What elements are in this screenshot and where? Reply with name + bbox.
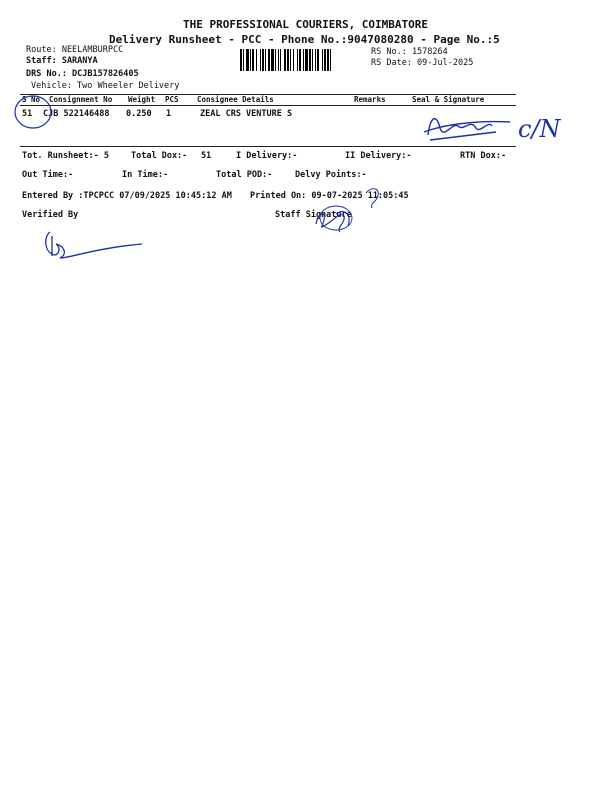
col-consignee: Consignee Details: [197, 95, 274, 104]
verified-by: Verified By: [22, 210, 79, 220]
out-time: Out Time:-: [22, 170, 74, 180]
col-pcs: PCS: [165, 95, 179, 104]
rs-date: RS Date: 09-Jul-2025: [371, 58, 474, 68]
row-consignee: ZEAL CRS VENTURE S: [200, 109, 293, 119]
row-sno: 51: [22, 109, 33, 119]
col-remarks: Remarks: [354, 95, 386, 104]
col-sno: S No: [22, 95, 41, 104]
drs-number: DRS No.: DCJB157826405: [26, 69, 139, 79]
row-weight: 0.250: [126, 109, 152, 119]
barcode: [240, 49, 366, 71]
staff-name: Staff: SARANYA: [26, 56, 98, 66]
ii-delivery: II Delivery:-: [345, 151, 412, 161]
rs-number: RS No.: 1578264: [371, 47, 448, 57]
row-pcs: 1: [166, 109, 172, 119]
total-pod: Total POD:-: [216, 170, 273, 180]
row-consignment: CJB 522146488: [43, 109, 110, 119]
staff-signature-label: Staff Signature: [275, 210, 352, 220]
tot-runsheet: Tot. Runsheet:- 5: [22, 151, 109, 161]
table-bottom-rule: [20, 146, 516, 147]
entered-by: Entered By :TPCPCC 07/09/2025 10:45:12 AM: [22, 191, 232, 201]
vehicle: Vehicle: Two Wheeler Delivery: [31, 81, 180, 91]
printed-on: Printed On: 09-07-2025 11:05:45: [250, 191, 409, 201]
delvy-points: Delvy Points:-: [295, 170, 367, 180]
route: Route: NEELAMBURPCC: [26, 45, 124, 55]
total-dox-label: Total Dox:-: [131, 151, 188, 161]
col-seal: Seal & Signature: [412, 95, 485, 104]
col-consignment: Consignment No: [49, 95, 113, 104]
i-delivery: I Delivery:-: [236, 151, 298, 161]
runsheet-title: Delivery Runsheet - PCC - Phone No.:9047080280 - Page No.:5: [109, 33, 500, 46]
in-time: In Time:-: [122, 170, 169, 180]
rtn-dox: RTN Dox:-: [460, 151, 507, 161]
seal-signature-scribble: [424, 119, 510, 140]
total-dox-value: 51: [201, 151, 212, 161]
seal-handwritten-note: c/N: [518, 115, 561, 143]
company-name: THE PROFESSIONAL COURIERS, COIMBATORE: [183, 18, 429, 31]
verified-signature-scribble: [46, 232, 142, 258]
table-header-rule: [20, 105, 516, 106]
col-weight: Weight: [128, 95, 156, 104]
